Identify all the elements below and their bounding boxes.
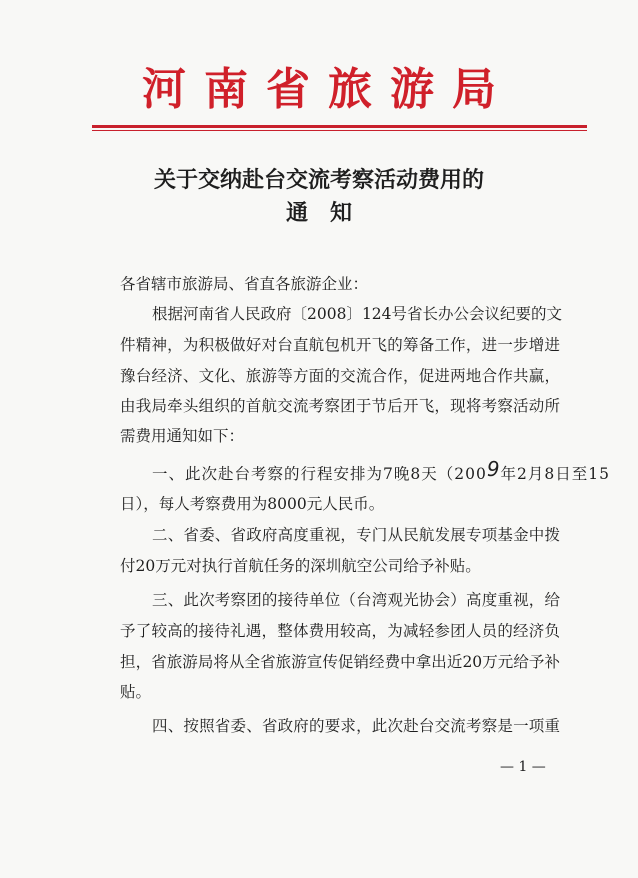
paragraph-line: 四、按照省委、省政府的要求，此次赴台交流考察是一项重: [152, 717, 560, 735]
paragraph-line: 件精神，为积极做好对台直航包机开飞的筹备工作，进一步增进: [120, 336, 560, 354]
paragraph-line: 豫台经济、文化、旅游等方面的交流合作，促进两地合作共赢，: [120, 367, 560, 385]
paragraph-line: 予了较高的接待礼遇，整体费用较高，为减轻参团人员的经济负: [120, 622, 560, 640]
org-letterhead-title: 河南省旅游局: [142, 64, 514, 115]
paragraph-line: 需费用通知如下：: [120, 427, 245, 445]
paragraph-line: 由我局牵头组织的首航交流考察团于节后开飞，现将考察活动所: [120, 397, 560, 415]
paragraph-line: 贴。: [120, 683, 152, 701]
handwritten-correction: 9: [486, 457, 501, 481]
salutation: 各省辖市旅游局、省直各旅游企业：: [120, 275, 369, 293]
paragraph-line: 担，省旅游局将从全省旅游宣传促销经费中拿出近20万元给予补: [120, 653, 560, 671]
text-run: 年2月8日至15: [500, 465, 610, 483]
document-title-line2: 通知: [285, 200, 374, 226]
text-run: 一、此次赴台考察的行程安排为7晚8天（200: [152, 465, 487, 483]
paragraph-line: 日），每人考察费用为8000元人民币。: [120, 495, 385, 513]
document-title-line1: 关于交纳赴台交流考察活动费用的: [153, 167, 484, 193]
paragraph-line: 付20万元对执行首航任务的深圳航空公司给予补贴。: [120, 557, 481, 575]
paragraph-line: 二、省委、省政府高度重视，专门从民航发展专项基金中拨: [152, 526, 560, 544]
paragraph-line: 根据河南省人民政府〔2008〕124号省长办公会议纪要的文: [152, 305, 563, 323]
letterhead-rule-thick: [92, 125, 587, 128]
letterhead-rule-thin: [92, 130, 587, 131]
paragraph-line: 三、此次考察团的接待单位（台湾观光协会）高度重视，给: [152, 591, 560, 609]
page-number: — 1 —: [500, 759, 546, 775]
paragraph-line: [152, 457, 610, 484]
